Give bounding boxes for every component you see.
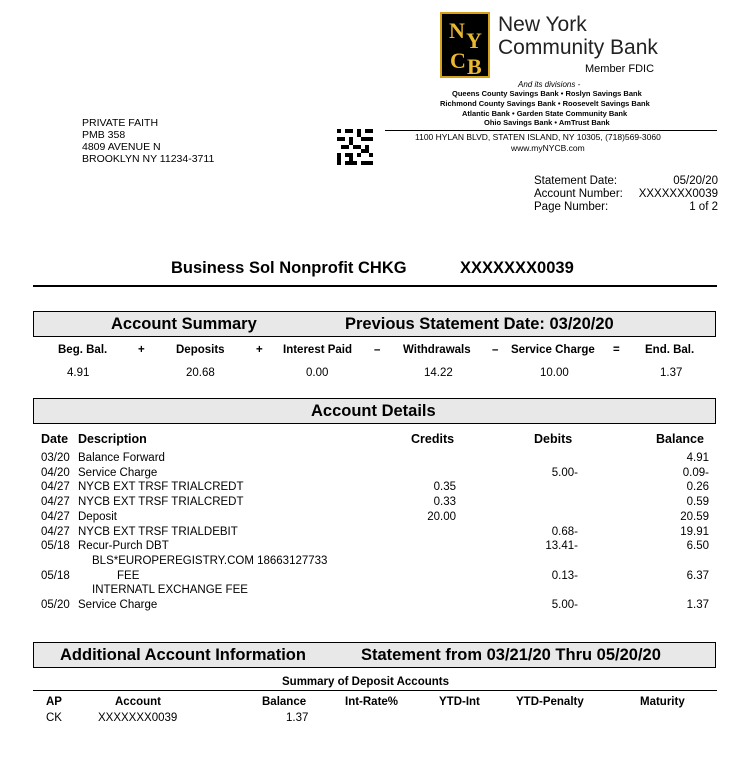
transaction-balance: 0.26 — [686, 481, 709, 494]
customer-address-line: BROOKLYN NY 11234-3711 — [82, 153, 215, 165]
summary-header: End. Bal. — [645, 344, 695, 356]
summary-operator: – — [492, 344, 499, 356]
details-header-date: Date — [41, 432, 69, 446]
deposit-header-account: Account — [115, 696, 161, 708]
account-title-number: XXXXXXX0039 — [460, 259, 574, 277]
transaction-row — [0, 599, 746, 613]
transaction-balance: 20.59 — [680, 510, 709, 523]
transaction-row — [0, 467, 746, 481]
transaction-debit: 13.41- — [545, 540, 578, 553]
bank-address-rule — [385, 130, 717, 131]
details-header-credits: Credits — [411, 432, 455, 446]
transaction-balance: 6.37 — [686, 569, 709, 582]
transaction-debit: 0.13- — [551, 569, 578, 582]
transaction-credit: 0.33 — [433, 496, 456, 509]
summary-header: Withdrawals — [403, 344, 471, 356]
transaction-row — [0, 555, 746, 569]
summary-service-charge: 10.00 — [540, 367, 569, 379]
transaction-credit: 0.35 — [433, 481, 456, 494]
transaction-description: Deposit — [78, 510, 117, 523]
customer-address-line: 4809 AVENUE N — [82, 141, 161, 153]
transaction-debit: 5.00- — [551, 599, 578, 611]
transaction-row — [0, 496, 746, 510]
summary-withdrawals: 14.22 — [424, 367, 453, 379]
transaction-balance: 6.50 — [686, 540, 709, 553]
details-header-debits: Debits — [534, 432, 573, 446]
account-number-label: Account Number: — [534, 188, 623, 200]
title-rule — [33, 285, 717, 287]
account-type-title: Business Sol Nonprofit CHKG — [171, 259, 407, 277]
divisions-intro: And its divisions - — [518, 80, 581, 89]
account-details-title: Account Details — [311, 402, 436, 420]
transaction-row — [0, 526, 746, 540]
deposit-row-ap: CK — [46, 712, 62, 724]
transaction-description: BLS*EUROPEREGISTRY.COM 18663127733 — [92, 554, 328, 567]
statement-date-value: 05/20/20 — [673, 175, 718, 187]
deposit-row-account: XXXXXXX0039 — [98, 712, 178, 724]
transaction-date: 04/27 — [41, 525, 70, 538]
statement-date-label: Statement Date: — [534, 175, 618, 187]
account-summary-band — [33, 311, 716, 337]
bank-address: 1100 HYLAN BLVD, STATEN ISLAND, NY 10305, (718)569-3060 — [415, 132, 661, 142]
logo-letter: B — [467, 54, 482, 79]
summary-operator: – — [374, 344, 381, 356]
transaction-date: 04/27 — [41, 496, 70, 509]
transaction-row — [0, 452, 746, 466]
summary-deposits: 20.68 — [186, 367, 215, 379]
division-line: Ohio Savings Bank • AmTrust Bank — [484, 118, 610, 127]
transaction-balance: 19.91 — [680, 525, 709, 538]
transaction-row — [0, 540, 746, 554]
account-summary-title: Account Summary — [111, 315, 257, 333]
transaction-balance: 0.59 — [686, 496, 709, 509]
logo-letter: C — [450, 48, 466, 73]
transaction-date: 05/18 — [41, 569, 70, 582]
transaction-debit: 5.00- — [551, 466, 578, 479]
logo-letter: N — [449, 18, 465, 43]
deposit-header-balance: Balance — [262, 696, 307, 708]
transaction-description: NYCB EXT TRSF TRIALCREDT — [78, 481, 244, 494]
details-header-description: Description — [78, 432, 147, 446]
transaction-balance: 4.91 — [686, 452, 709, 464]
summary-header: Service Charge — [511, 344, 595, 356]
transaction-date: 05/18 — [41, 540, 70, 553]
barcode-icon — [337, 129, 373, 165]
transaction-date: 04/20 — [41, 466, 70, 479]
transaction-description: Service Charge — [78, 599, 158, 611]
summary-header: Beg. Bal. — [58, 344, 108, 356]
transaction-row — [0, 511, 746, 525]
transaction-description: Balance Forward — [78, 452, 165, 464]
summary-ending-balance: 1.37 — [660, 367, 683, 379]
division-line: Atlantic Bank • Garden State Community Bank — [462, 109, 628, 118]
summary-header: Deposits — [176, 344, 225, 356]
deposit-summary-title: Summary of Deposit Accounts — [282, 676, 449, 688]
transaction-description: Recur-Purch DBT — [78, 540, 169, 553]
transaction-date: 03/20 — [41, 452, 70, 464]
previous-statement-date: Previous Statement Date: 03/20/20 — [345, 315, 614, 333]
transaction-description: Service Charge — [78, 466, 158, 479]
deposit-header-ytd-int: YTD-Int — [439, 696, 480, 708]
transaction-row — [0, 481, 746, 495]
deposit-header-int-rate: Int-Rate% — [345, 696, 399, 708]
transaction-credit: 20.00 — [427, 510, 456, 523]
bank-name-line2: Community Bank — [498, 36, 658, 59]
transaction-row — [0, 584, 746, 598]
transaction-description: FEE — [117, 569, 140, 582]
deposit-header-maturity: Maturity — [640, 696, 685, 708]
statement-period: Statement from 03/21/20 Thru 05/20/20 — [361, 646, 661, 664]
division-line: Queens County Savings Bank • Roslyn Savings Bank — [452, 89, 642, 98]
transaction-description: INTERNATL EXCHANGE FEE — [92, 584, 248, 597]
bank-name-line1: New York — [498, 13, 587, 36]
summary-beginning-balance: 4.91 — [67, 367, 90, 379]
customer-name: PRIVATE FAITH — [82, 117, 159, 129]
deposit-header-ap: AP — [46, 696, 62, 708]
summary-operator: = — [613, 344, 620, 356]
nycb-logo — [440, 12, 490, 78]
summary-operator: + — [256, 344, 263, 356]
2d-barcode — [337, 129, 373, 165]
page-number-label: Page Number: — [534, 201, 609, 213]
account-details-band — [33, 398, 716, 424]
transaction-debit: 0.68- — [551, 525, 578, 538]
transaction-date: 04/27 — [41, 510, 70, 523]
transaction-date: 04/27 — [41, 481, 70, 494]
account-number-value: XXXXXXX0039 — [638, 188, 718, 200]
additional-info-band — [33, 642, 716, 668]
additional-info-title: Additional Account Information — [60, 646, 306, 664]
division-line: Richmond County Savings Bank • Roosevelt Savings Bank — [440, 99, 650, 108]
transaction-date: 05/20 — [41, 599, 70, 611]
summary-operator: + — [138, 344, 145, 356]
transaction-row — [0, 570, 746, 584]
bank-website: www.myNYCB.com — [511, 143, 585, 153]
transaction-balance: 0.09- — [682, 466, 709, 479]
deposit-header-ytd-penalty: YTD-Penalty — [516, 696, 584, 708]
customer-address-line: PMB 358 — [82, 129, 126, 141]
summary-interest-paid: 0.00 — [306, 367, 329, 379]
deposit-row-balance: 1.37 — [286, 712, 309, 724]
transaction-balance: 1.37 — [686, 599, 709, 611]
deposit-summary-rule — [33, 690, 717, 691]
transaction-description: NYCB EXT TRSF TRIALDEBIT — [78, 525, 238, 538]
logo-letter: Y — [466, 28, 482, 53]
member-fdic: Member FDIC — [585, 63, 655, 75]
page-number-value: 1 of 2 — [689, 201, 718, 213]
transaction-description: NYCB EXT TRSF TRIALCREDT — [78, 496, 244, 509]
details-header-balance: Balance — [656, 432, 704, 446]
summary-header: Interest Paid — [283, 344, 353, 356]
